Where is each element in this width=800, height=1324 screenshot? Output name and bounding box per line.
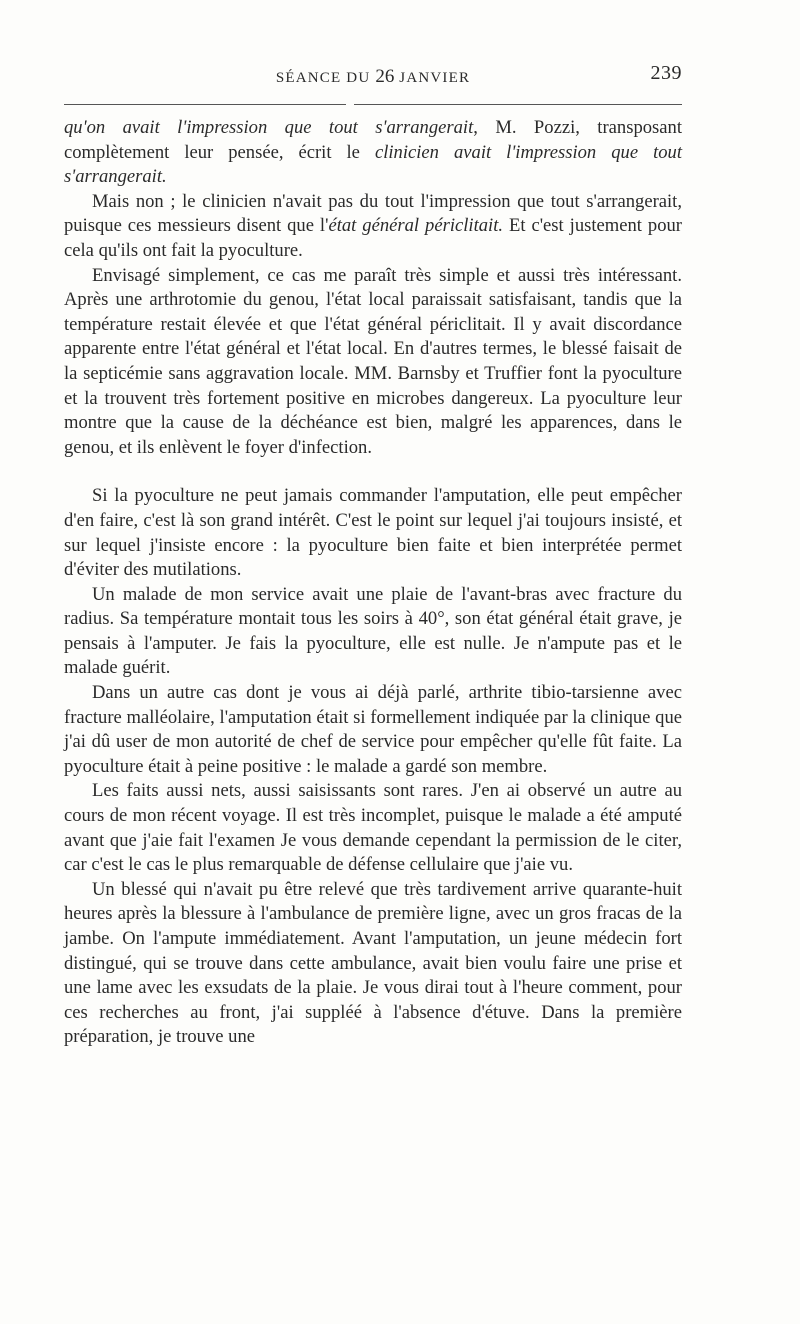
running-title-month: JANVIER: [394, 70, 471, 86]
text-run: Les faits aussi nets, aussi saisissants sont rares. J'en ai observé un autre au cours de mon récent voyage. Il est très incomplet, puisque le malade a été amputé avant que j'aie fait l'examen Je vous demande cependant la permission de le citer, car c'est le cas le plus remarquable de défense cellulaire que j'aie vu.: [64, 780, 682, 876]
paragraph-continuation: [64, 116, 682, 190]
text-run: Un malade de mon service avait une plaie de l'avant-bras avec fracture du radius. Sa température montait tous les soirs à 40°, son état général était grave, je pensais à l'amputer. Je fais la pyoculture, elle est nulle. Je n'ampute pas et le malade guérit.: [64, 583, 682, 679]
header-rule-right: [354, 104, 682, 105]
paragraph: [64, 779, 682, 877]
body-text: [64, 116, 682, 1050]
paragraph: [64, 583, 682, 681]
italic-text: clinicien avait l'impression que tout s'arrangerait.: [64, 141, 683, 188]
italic-text: état général périclitait.: [328, 215, 504, 237]
paragraph: [64, 681, 682, 779]
text-run: , M. Pozzi, transposant complètement leur pensée, écrit le: [64, 117, 682, 163]
text-run: Dans un autre cas dont je vous ai déjà parlé, arthrite tibio-tarsienne avec fracture malléolaire, l'amputation était si formellement indiquée par la clinique que j'ai dû user de mon autorité de chef de service pour empêcher qu'elle fût faite. La pyoculture était à peine positive : le malade a gardé son membre.: [64, 682, 682, 777]
running-title-pre: SÉANCE DU: [275, 70, 376, 86]
text-run: Mais non ; le clinicien n'avait pas du tout l'impression que tout s'arrangerait, puisque ces messieurs disent que l': [64, 190, 682, 237]
paragraph: [64, 190, 682, 264]
page-number: 239: [650, 62, 682, 84]
paragraph: [64, 484, 682, 582]
text-run: Envisagé simplement, ce cas me paraît très simple et aussi très intéressant. Après une arthrotomie du genou, l'état local paraissait satisfaisant, tandis que la température restait élevée et que l'état général périclitait. Il y avait discordance apparente entre l'état général et l'état local. En d'autres termes, le blessé faisait de la septicémie sans aggravation locale. MM. Barnsby et Truffier font la pyoculture et la trouvent très fortement positive en microbes dangereux. La pyoculture leur montre que la cause de la déchéance est bien, malgré les apparences, dans le genou, et ils enlèvent le foyer d'infection.: [64, 264, 682, 458]
text-run: Un blessé qui n'avait pu être relevé que très tardivement arrive quarante-huit heures après la blessure à l'ambulance de première ligne, avec un gros fracas de la jambe. On l'ampute immédiatement. Avant l'amputation, un jeune médecin fort distingué, qui se trouve dans cette ambulance, avait bien voulu faire une prise et une lame avec les exsudats de la plaie. Je vous dirai tout à l'heure comment, pour ces recherches au front, j'ai suppléé à l'absence d'étuve. Dans la première préparation, je trouve une: [64, 878, 682, 1048]
italic-text: qu'on avait l'impression que tout s'arrangerait: [64, 117, 474, 138]
text-run: Si la pyoculture ne peut jamais commander l'amputation, elle peut empêcher d'en faire, c'est là son grand intérêt. C'est le point sur lequel j'ai toujours insisté, et sur lequel j'insiste encore : la pyoculture bien faite et bien interprétée permet d'éviter des mutilations.: [64, 485, 682, 581]
header-rule-left: [64, 104, 346, 105]
running-title-day: 26: [375, 66, 395, 87]
paragraph: [64, 878, 682, 1050]
text-run: Et c'est justement pour cela qu'ils ont fait la pyoculture.: [64, 215, 682, 261]
paragraph: [64, 264, 682, 461]
running-title: [64, 66, 682, 88]
running-head: [64, 62, 682, 92]
